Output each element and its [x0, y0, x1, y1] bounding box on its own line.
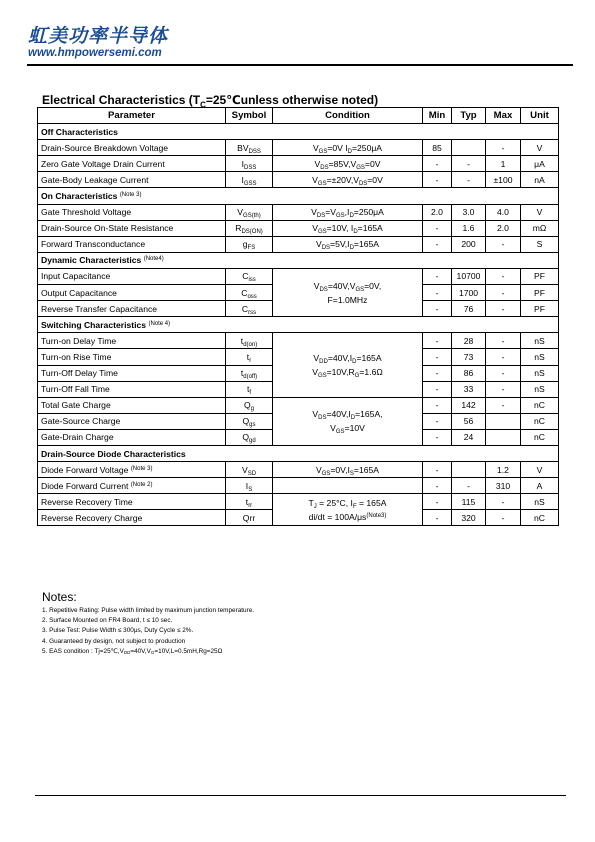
symbol-cell: $t_{d(off)}$: [226, 365, 273, 381]
symbol-cell: $Q_{gs}$: [226, 413, 273, 429]
table-row: Reverse Transfer Capacitance $C_{rss}$ - 76 - PF: [38, 301, 559, 317]
header-divider: [27, 64, 573, 66]
note-item: 2. Surface Mounted on FR4 Board, t ≤ 10 sec.: [42, 617, 173, 625]
symbol-cell: $C_{oss}$: [226, 285, 273, 301]
condition-cell: [273, 478, 423, 494]
symbol-cell: $Q_g$: [226, 397, 273, 413]
table-row: Reverse Recovery Charge Qrr - 320 - nC: [38, 510, 559, 526]
table-row: Gate-Source Charge $Q_{gs}$ - 56 nC: [38, 413, 559, 429]
symbol-cell: $BV_{DSS}$: [226, 140, 273, 156]
section-title: Electrical Characteristics ($T_C=25℃unless$ otherwise noted): [42, 93, 379, 110]
condition-cell: $V_{GS}=10V$, $I_D=165A$: [273, 220, 423, 236]
symbol-cell: $I_{GSS}$: [226, 172, 273, 188]
group-diode-characteristics: Drain-Source Diode Characteristics: [38, 445, 559, 461]
company-name: 虹美功率半导体: [28, 25, 169, 47]
condition-cell: $V_{DS}=40V,I_D=165A$, $V_{GS}=10V$: [273, 397, 423, 445]
table-row: Output Capacitance $C_{oss}$ - 1700 - PF: [38, 285, 559, 301]
table-row: Zero Gate Voltage Drain Current $I_{DSS}$ $V_{DS}=85V,V_{GS}=0V$ - - 1 μA: [38, 156, 559, 172]
table-row: Drain-Source Breakdown Voltage $BV_{DSS}$ $V_{GS}=0V$ $I_D=250\mu A$ 85 - V: [38, 140, 559, 156]
group-on-characteristics: On Characteristics $^{(Note 3)}$: [38, 188, 559, 204]
company-website[interactable]: www.hmpowersemi.com: [28, 47, 162, 59]
col-header-symbol: Symbol: [226, 108, 273, 124]
table-row: Gate Threshold Voltage $V_{GS(th)}$ $V_{DS}=V_{GS},I_D=250\mu A$ 2.0 3.0 4.0 V: [38, 204, 559, 220]
condition-cell: $V_{DS}=5V,I_D=165A$: [273, 236, 423, 252]
condition-cell: $V_{GS}=0V,I_S=165A$: [273, 462, 423, 478]
condition-cell: $V_{DS}=85V,V_{GS}=0V$: [273, 156, 423, 172]
note-item: 3. Pulse Test: Pulse Width ≤ 300μs, Duty Cycle ≤ 2%.: [42, 627, 194, 635]
col-header-max: Max: [486, 108, 521, 124]
symbol-cell: $Q_{gd}$: [226, 429, 273, 445]
table-row: Gate-Drain Charge $Q_{gd}$ - 24 nC: [38, 429, 559, 445]
table-header-row: [38, 108, 559, 124]
table-row: Diode Forward Current $^{(Note 2)}$ $I_S$ - - 310 A: [38, 478, 559, 494]
table-row: Turn-on Rise Time $t_r$ - 73 - nS: [38, 349, 559, 365]
note-item: 5. EAS condition : $Tj=25℃,V_{DD}=40V,V_G=10V,L=0.5mH,Rg=25\Omega$: [42, 647, 223, 655]
col-header-min: Min: [423, 108, 452, 124]
table-row: Input Capacitance $C_{iss}$ $V_{DS}=40V,V_{GS}=0V$, F=1.0MHz - 10700 - PF: [38, 268, 559, 284]
company-logo: [28, 26, 168, 60]
symbol-cell: $V_{SD}$: [226, 462, 273, 478]
electrical-characteristics-table: [37, 107, 559, 526]
symbol-cell: $R_{DS(ON)}$: [226, 220, 273, 236]
table-row: Forward Transconductance $g_{FS}$ $V_{DS}=5V,I_D=165A$ - 200 - S: [38, 236, 559, 252]
symbol-cell: $t_{rr}$: [226, 494, 273, 510]
notes-title: Notes:: [42, 590, 77, 604]
table-row: Turn-on Delay Time $t_{d(on)}$ $V_{DD}=40V,I_D=165A$ $V_{GS}=10V,R_G=1.6\Omega$ - 28 - nS: [38, 333, 559, 349]
col-header-parameter: Parameter: [38, 108, 226, 124]
table-row: Drain-Source On-State Resistance $R_{DS(ON)}$ $V_{GS}=10V$, $I_D=165A$ - 1.6 2.0 mΩ: [38, 220, 559, 236]
condition-cell: $V_{GS}=\pm 20V,V_{DS}=0V$: [273, 172, 423, 188]
table-row: Turn-Off Delay Time $t_{d(off)}$ - 86 - nS: [38, 365, 559, 381]
table-row: Total Gate Charge $Q_g$ $V_{DS}=40V,I_D=165A$, $V_{GS}=10V$ - 142 - nC: [38, 397, 559, 413]
col-header-condition: Condition: [273, 108, 423, 124]
col-header-typ: Typ: [452, 108, 486, 124]
note-item: 1. Repetitive Rating: Pulse width limited by maximum junction temperature.: [42, 607, 255, 614]
symbol-cell: $C_{iss}$: [226, 268, 273, 284]
condition-cell: $V_{DD}=40V,I_D=165A$ $V_{GS}=10V,R_G=1.6\Omega$: [273, 333, 423, 397]
symbol-cell: $t_f$: [226, 381, 273, 397]
symbol-cell: $C_{rss}$: [226, 301, 273, 317]
table-row: Diode Forward Voltage $^{(Note 3)}$ $V_{SD}$ $V_{GS}=0V,I_S=165A$ - 1.2 V: [38, 462, 559, 478]
group-off-characteristics: Off Characteristics: [38, 124, 559, 140]
footer-divider: [35, 795, 566, 796]
symbol-cell: $I_{DSS}$: [226, 156, 273, 172]
symbol-cell: $t_{d(on)}$: [226, 333, 273, 349]
group-dynamic-characteristics: Dynamic Characteristics $^{(Note4)}$: [38, 252, 559, 268]
symbol-cell: $I_S$: [226, 478, 273, 494]
symbol-cell: $g_{FS}$: [226, 236, 273, 252]
table-row: Reverse Recovery Time $t_{rr}$ $T_J = 25^\circ C$, $I_F = 165A$ $di/dt = 100A/\mu s^{(Note3)}$ - 115 - nS: [38, 494, 559, 510]
table-row: Turn-Off Fall Time $t_f$ - 33 - nS: [38, 381, 559, 397]
symbol-cell: $V_{GS(th)}$: [226, 204, 273, 220]
note-item: 4. Guaranteed by design, not subject to production: [42, 637, 186, 645]
symbol-cell: $t_r$: [226, 349, 273, 365]
col-header-unit: Unit: [521, 108, 559, 124]
notes-section: [42, 590, 562, 657]
table-row: Gate-Body Leakage Current $I_{GSS}$ $V_{GS}=\pm 20V,V_{DS}=0V$ - - ±100 nA: [38, 172, 559, 188]
group-switching-characteristics: Switching Characteristics $^{(Note 4)}$: [38, 317, 559, 333]
condition-cell: $V_{DS}=V_{GS},I_D=250\mu A$: [273, 204, 423, 220]
condition-cell: $V_{DS}=40V,V_{GS}=0V$, F=1.0MHz: [273, 268, 423, 316]
condition-cell: $V_{GS}=0V$ $I_D=250\mu A$: [273, 140, 423, 156]
condition-cell: $T_J = 25^\circ C$, $I_F = 165A$ $di/dt = 100A/\mu s^{(Note3)}$: [273, 494, 423, 526]
symbol-cell: Qrr: [226, 510, 273, 526]
